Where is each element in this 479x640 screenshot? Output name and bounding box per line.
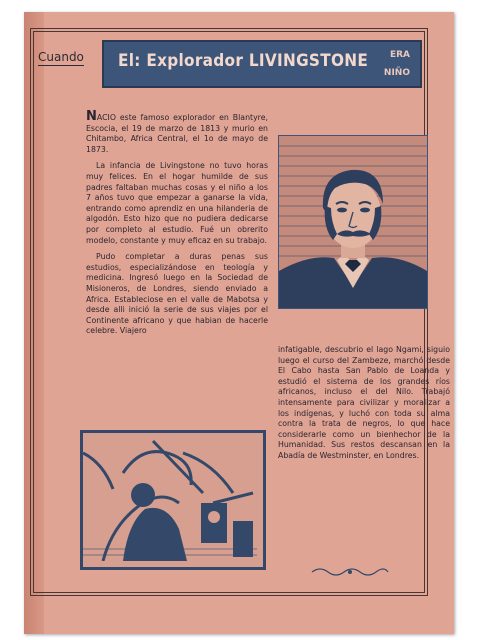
title-suffix-era: ERA <box>389 50 410 60</box>
title-banner <box>102 40 422 88</box>
article-column-right <box>278 345 450 462</box>
explorer-woodcut-illustration <box>80 430 266 570</box>
header-cuando: Cuando <box>38 50 84 64</box>
paragraph-birth-text: ACIO este famoso explorador en Blantyre, Escocia, el 19 de marzo de 1813 y murio en Chitambo, Africa Central, el 1o de mayo de 1873. <box>86 113 268 154</box>
decorative-ornament <box>310 566 390 578</box>
paragraph-birth <box>86 109 268 155</box>
article-column-left <box>86 109 268 343</box>
paragraph-childhood: La infancia de Livingstone no tuvo horas muy felices. En el hogar humilde de sus padres faltaban muchas cosas y el niño a los 7 años tuvo que empezar a ganarse la vida, entrando como aprendiz en una hilanderia de algodón. Esto hizo que no pudiera dedicarse por completo al estudio. Fué un obrerito modelo, constante y muy eficaz en su trabajo. <box>86 161 268 245</box>
paragraph-studies: Pudo completar a duras penas sus estudios, especializándose en teología y medicina. Ingresó luego en la Sociedad de Misioneros, de Londres, siendo enviado a Africa. Estableciose en el valle de Mabotsa y desde alli inició la serie de sus viajes por el Continente africano y que habian de hacerle celebre. Viajero <box>86 252 268 336</box>
livingstone-portrait-illustration <box>278 135 428 309</box>
portrait-woodcut-icon <box>279 136 427 308</box>
title-suffix-nino: NIÑO <box>383 68 410 78</box>
page-title: El: Explorador LIVINGSTONE <box>118 51 369 71</box>
woodcut-scene-icon <box>83 433 257 561</box>
paragraph-travels: infatigable, descubrio el lago Ngami, siguio luego el curso del Zambeze, marchó desde El Cabo hasta San Pablo de Loanda y estudió el sistema de los grandes ríos africanos, incluso el del Nilo. Trabajó intensamente para civilizar y moralizar a los indígenas, y luchó con toda su alma contra la trata de negros, lo que hace considerarle como un bienhechor de la Humanidad. Sus restos descansan en la Abadía de Westminster, en Londres. <box>278 345 450 460</box>
drop-cap: N <box>86 109 97 124</box>
